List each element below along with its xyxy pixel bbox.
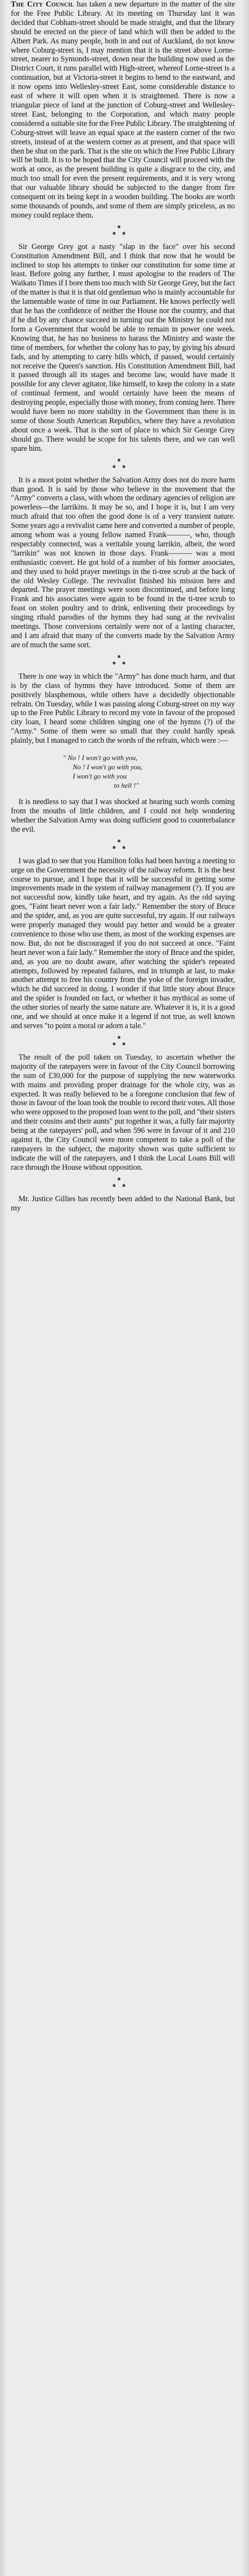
asterisk-icon: ✱ [122, 845, 126, 850]
paragraph-salvation-army: It is a moot point whether the Salvation Army does not do more harm than good. It is said by those who believe in the movement that the "Army" converts a class, with whom the ordinary agencies of religion are powerless—the larrikins. It may be so, and I hope it is, but I am very much afraid that too often the good done is of a very transient nature. Some years ago a revivalist came here and converted a number of people, among whom was a young fellow named Frank———, who, though respectably connected, was a veritable young larrikin, albeit, the word "larrikin" was not known in those days. Frank——— was a most enthusiastic convert. He got hold of a number of his former associates, and they used to hold prayer meetings in the ti-tree scrub at the back of the old Wesley College. The revivalist finished his mission here and departed. The prayer meetings were soon discontinued, and before long Frank and his associates were again to be found in the ti-tree scrub to feast on stolen poultry and to drink, enlivening their proceedings by singing ribald parodies of the hymns they had sung at the revivalist meetings. Those conversions certainly were not of a lasting character, and I am afraid that many of the converts made by the Salvation Army are of much the same sort. [11, 475, 235, 649]
asterisk-icon: ✱ [112, 231, 116, 236]
section-separator [11, 1035, 235, 1049]
paragraph-sir-george-grey: Sir George Grey got a nasty "slap in the face" over his second Constitution Amendment Bill, and I think that now that he would be inclined to stop his attempts to tinker our constitution for some time at least. Before going any further, I must apologise to the readers of The Waikato Times if I bore them too much with Sir George Grey, but the fact of the matter is that it is that old gentleman who is mainly accountable for the lamentable waste of time in our Parliament. He knows perfectly well that he has the confidence of neither the House nor the country, and that if he did by any chance succeed in turning out the Ministry he could not form a Government that would be able to remain in power one week. Knowing that, he has no business to harass the Ministry and waste the time of members, for whether the colony has to pay, by giving his absurd fads, and by attempting to carry bills which, if passed, would certainly not receive the Queen's sanction. His Constitution Amendment Bill, had it passed through all its stages and become law, would have made it possible for any clever agitator, like himself, to keep the colony in a state of continual ferment, and would certainly have been the means of destroying people, especially those with money, from coming here. There would have been no more stability in the Government than there is in some of those South American Republics, where they have a revolution about once a week. That is the sort of place to which Sir George Grey should go. There would be scope for his talents there, and we can well spare him. [11, 242, 235, 453]
asterisk-icon: ✱ [117, 654, 121, 659]
asterisk-icon: ✱ [117, 838, 121, 844]
paragraph-loan-poll: The result of the poll taken on Tuesday, to ascertain whether the majority of the ratepayers were in favour of the City Council borrowing the sum of £30,000 for the purpose of supplying the new waterworks with mains and providing proper drainage for the whole city, was as expected. It was really believed to be a foregone conclusion that few of those in favour of the loan took the trouble to record their votes. All those who were opposed to the proposed loan went to the poll, and "their sisters and their cousins and their aunts" put together it was, a fully fair majority being at the ratepayers' poll, and when 596 were in favour of it and 210 against it, the City Council were more competent to take a poll of the ratepayers in the subject, the majority shown was quite sufficient to indicate the will of the ratepayers, and I think the Local Loans Bill will race through the House without opposition. [11, 1053, 235, 1172]
asterisk-icon: ✱ [117, 1035, 121, 1040]
section-separator [11, 224, 235, 238]
verse-line: " No ! I won't go with you, [63, 754, 138, 762]
paragraph-army-hymns: There is one way in which the "Army" has done much harm, and that is by the class of hymns they have introduced. Some of them are positively blasphemous, while others have a decidedly objectionable refrain. On Tuesday, while I was passing along Coburg-street on my way up to the Free Public Library to record my vote in favour of the proposed city loan, I heard some children singing one of the hymns (?) of the "Army." Some of them were so small that they could hardly speak plainly, but I managed to catch the words of the refrain, which were :— [11, 672, 235, 745]
asterisk-icon: ✱ [117, 457, 121, 463]
dropcap-lead: The City Council [11, 0, 74, 9]
asterisk-icon: ✱ [112, 1041, 116, 1047]
paragraph-railway-reform: I was glad to see that you Hamilton folks had been having a meeting to urge on the Government the necessity of the railway reform. It is the best course to pursue, and I hope that it will be successful in getting some improvements made in the system of railway management (?). If you are not successful now, kindly take heart, and try again. As the old saying goes, "Faint heart never won a fair lady." Remember the story of Bruce and the spider, and, as you are quite successful, try again. If our railways were properly managed they would pay better and would be a greater convenience to those who use them, as most of the working expenses are now. But, do not be discouraged if you do not succeed at once. "Faint heart never won a fair lady." Remember the story of Bruce and the spider, and, as you are no doubt aware, after watching the spider's repeated attempts, followed by repeated failures, end in triumph at last, to make another attempt to free his country from the yoke of the foreign invader, which he did succeed in doing. I wonder if that little story about Bruce and the spider is founded on fact, or whether it has mythical as some of the other stories of nearly the same nature are. Whatever it is, it is a good one, and we should at once make it a legend if not true, as well known and serves "to point a moral or adorn a tale." [11, 856, 235, 1030]
article-column [11, 0, 235, 2576]
asterisk-icon: ✱ [112, 1183, 116, 1188]
section-separator [11, 457, 235, 471]
paragraph-tail: Mr. Justice Gillies has recently been added to the National Bank, but my [11, 1194, 235, 1213]
verse-line: No ! I won't go with you, [73, 763, 143, 771]
asterisk-icon: ✱ [122, 464, 126, 469]
hymn-refrain [11, 753, 235, 790]
section-separator [11, 654, 235, 668]
paragraph-library-site [11, 0, 235, 220]
verse-line: to hell !" [114, 781, 139, 790]
section-separator [11, 1176, 235, 1190]
asterisk-icon: ✱ [117, 224, 121, 229]
asterisk-icon: ✱ [122, 231, 126, 236]
asterisk-icon: ✱ [112, 660, 116, 666]
asterisk-icon: ✱ [117, 1176, 121, 1182]
section-separator [11, 838, 235, 852]
asterisk-icon: ✱ [112, 845, 116, 850]
paragraph-shocked: It is needless to say that I was shocked at hearing such words coming from the mouths of little children, and I could not help wondering whether the Salvation Army was doing sufficient good to counterbalance the evil. [11, 798, 235, 834]
paragraph-text: has taken a new departure in the matter of the site for the Free Public Library. At its meeting on Thursday last it was decided that Cobham-street should be made straight, and that the library should be erected on the piece of land which will then be added to the Albert Park. As many people, both in and out of Auckland, do not know where Coburg-street is, I may mention that it is the street above Lorne-street, nearer to Symonds-street, down near the building now used as the District Court, it runs parallel with High-street, whereof Lorne-street is a continuation, but at Victoria-street it begins to bend to the eastward, and it now opens into Wellesley-street East, some considerable distance to east of where it will open when it is straightened. There is now a triangular piece of land at the junction of Coburg-street and Wellesley-street East, belonging to the Corporation, and which many people considered a suitable site for the Free Public Library. The straightening of Coburg-street will leave an equal space at the eastern corner of the two streets, instead of at the western corner as at present, and that space will then be shut on the park. That is the site on which the Free Public Library will be built. It is to be hoped that the City Council will proceed with the work at once, as the present building is quite a disgrace to the city, and much too small for even the present requirements, and it is very wrong that our valuable library should be subjected to the danger from fire consequent on its being kept in a wooden building. The books are worth some thousands of pounds, and some of them are simply priceless, as no money could replace them. [11, 0, 235, 220]
asterisk-icon: ✱ [122, 1041, 126, 1047]
asterisk-icon: ✱ [122, 1183, 126, 1188]
verse-line: I won't go with you [73, 772, 127, 781]
asterisk-icon: ✱ [122, 660, 126, 666]
asterisk-icon: ✱ [112, 464, 116, 469]
